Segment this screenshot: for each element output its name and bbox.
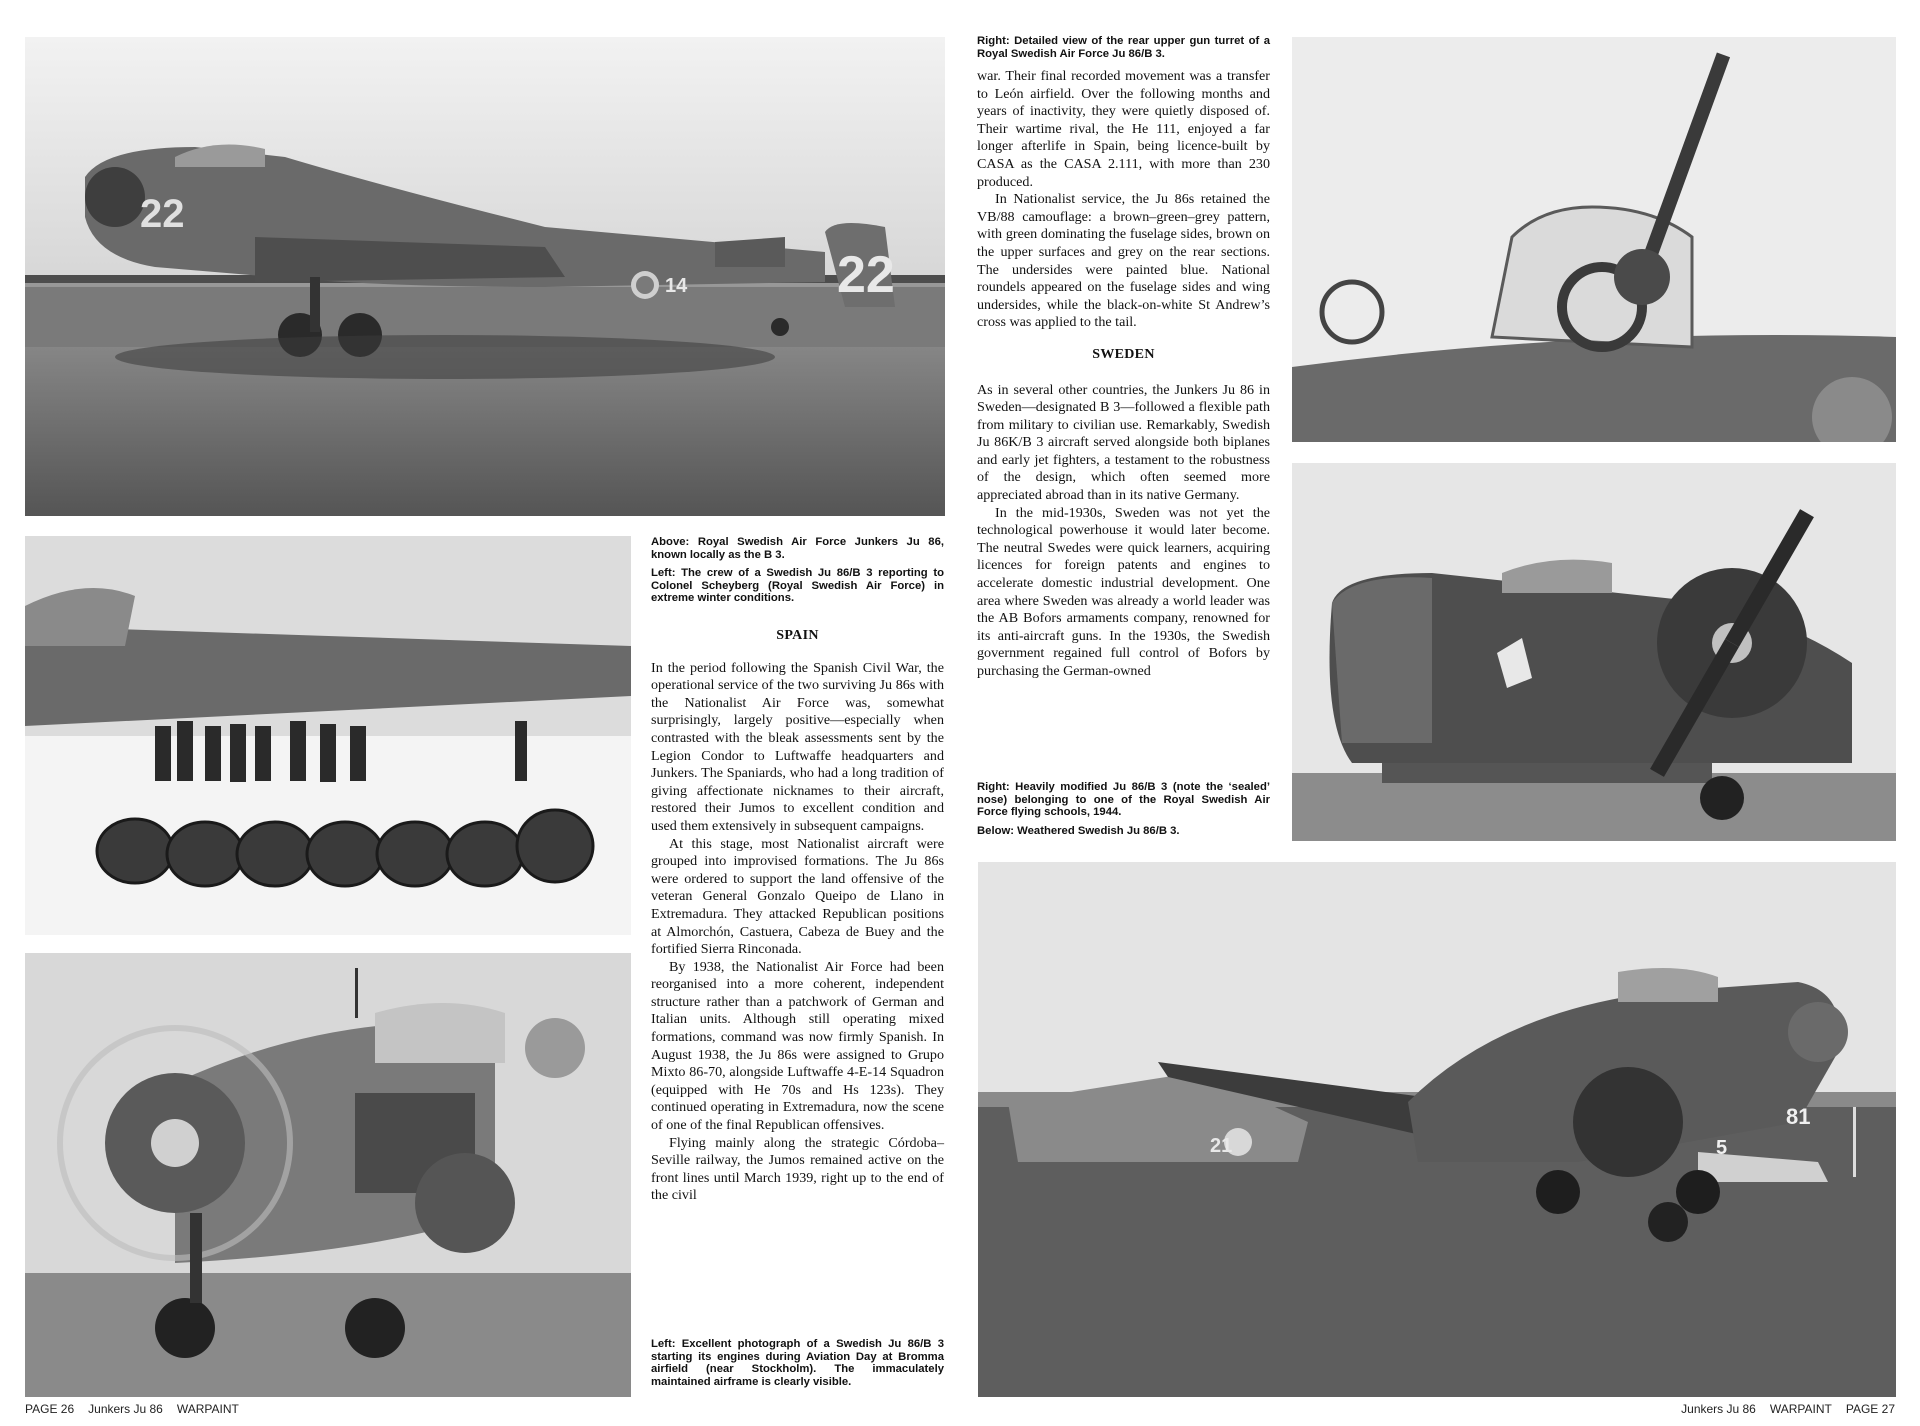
photo-weathered-ju86 <box>978 862 1896 1397</box>
spain-paragraph: Flying mainly along the strategic Córdoba–Seville railway, the Jumos remained active on the front lines until March 1939, right up to the end of the civil <box>651 1134 944 1204</box>
spain-continued-paragraph: In Nationalist service, the Ju 86s retained the VB/88 camouflage: a brown–green–grey pattern, with green dominating the fuselage sides, brown on the upper surfaces and grey on the rear sections. The undersides were painted blue. National roundels appeared on the fuselage sides and wing undersides, while the black-on-white St Andrew’s cross was applied to the tail. <box>977 191 1270 331</box>
left-page-number: PAGE 26 <box>25 1402 75 1416</box>
caption-sealed-nose: Right: Heavily modified Ju 86/B 3 (note the ‘sealed’ nose) belonging to one of the Royal Swedish Air Force flying schools, 1944. <box>977 781 1270 819</box>
background-plane-code: 21 <box>1210 1135 1233 1157</box>
photo-sealed-nose <box>1292 463 1896 841</box>
nose-code-text: 22 <box>140 192 185 236</box>
caption-left-crew: Left: The crew of a Swedish Ju 86/B 3 reporting to Colonel Scheyberg (Royal Swedish Air Force) in extreme winter conditions. <box>651 567 944 605</box>
fuselage-code-5: 5 <box>1716 1137 1728 1159</box>
sweden-heading: SWEDEN <box>1092 346 1155 362</box>
photo-bromma-engine-start <box>25 953 631 1397</box>
spain-continued-paragraph: war. Their final recorded movement was a transfer to León airfield. Over the following months and years of inactivity, they were quietly disposed of. Their wartime rival, the He 111, enjoyed a far longer afterlife in Spain, being licence-built by CASA as the CASA 2.111, with more than 230 produced. <box>977 68 1270 190</box>
spain-heading: SPAIN <box>776 628 819 643</box>
caption-weathered: Below: Weathered Swedish Ju 86/B 3. <box>977 824 1180 837</box>
caption-bromma: Left: Excellent photograph of a Swedish Ju 86/B 3 starting its engines during Aviation Day at Bromma airfield (near Stockholm). The immaculately maintained airframe is clearly visible. <box>651 1338 944 1388</box>
photo-crew-winter <box>25 536 631 935</box>
sweden-paragraph: In the mid-1930s, Sweden was not yet the technological powerhouse it would later become. The neutral Swedes were quick learners, acquiring licences for foreign patents and engines to accelerate domestic industrial development. One area where Sweden was already a world leader was the AB Bofors armaments company, renowned for its anti-aircraft guns. In the 1930s, the Swedish government regained full control of Bofors by purchasing the German-owned <box>977 504 1270 679</box>
caption-turret: Right: Detailed view of the rear upper gun turret of a Royal Swedish Air Force Ju 86/B 3. <box>977 35 1270 60</box>
right-text-column <box>977 68 1270 681</box>
photo-rear-gun-turret <box>1292 37 1896 442</box>
spain-paragraph: At this stage, most Nationalist aircraft were grouped into improvised formations. The Ju 86s were ordered to support the land offensive of the veteran General Gonzalo Queipo de Llano in Extremadura. They attacked Republican positions at Almorchón, Castuera, Cabeza de Buey and the fortified Sierra Rinconada. <box>651 835 944 958</box>
left-footer-brand: WARPAINT <box>176 1402 239 1416</box>
spain-paragraph: By 1938, the Nationalist Air Force had been reorganised into a more coherent, independent structure rather than a patchwork of German and Italian units. Although still operating mixed formations, command was now firmly Spanish. In August 1938, the Ju 86s were assigned to Grupo Mixto 86-70, alongside Luftwaffe 4-E-14 Squadron (equipped with He 70s and Hs 123s). They continued operating in Extremadura, now the scene of one of the final Republican offensives. <box>651 958 944 1134</box>
photo-ju86-airfield <box>25 37 945 516</box>
left-footer <box>25 1402 253 1416</box>
caption-above: Above: Royal Swedish Air Force Junkers Ju 86, known locally as the B 3. <box>651 536 944 561</box>
right-footer <box>1667 1402 1895 1416</box>
nose-code-81: 81 <box>1786 1104 1811 1129</box>
right-page-number: PAGE 27 <box>1845 1402 1895 1416</box>
spain-paragraph: In the period following the Spanish Civil War, the operational service of the two surviving Ju 86s with the Nationalist Air Force was, somewhat surprisingly, largely positive—especially when contrasted with the bleak assessments sent by the Legion Condor to Luftwaffe headquarters and Junkers. The Spaniards, who had a long tradition of giving affectionate nicknames to their aircraft, restored their Jumos to excellent condition and used them extensively in subsequent campaigns. <box>651 659 944 834</box>
right-mid-captions <box>977 781 1270 843</box>
sweden-paragraph: As in several other countries, the Junkers Ju 86 in Sweden—designated B 3—followed a flexible path from military to civilian use. Remarkably, Swedish Ju 86K/B 3 aircraft served alongside both biplanes and early jet fighters, a testament to the robustness of the design, which often seemed more appreciated abroad than in its native Germany. <box>977 381 1270 504</box>
spain-column <box>651 627 944 1205</box>
tail-code-text: 22 <box>837 246 895 304</box>
left-photo-captions <box>651 536 944 611</box>
right-footer-brand: WARPAINT <box>1769 1402 1832 1416</box>
fuselage-code-text: 14 <box>665 275 688 297</box>
left-footer-title: Junkers Ju 86 <box>88 1402 163 1416</box>
right-footer-title: Junkers Ju 86 <box>1681 1402 1756 1416</box>
